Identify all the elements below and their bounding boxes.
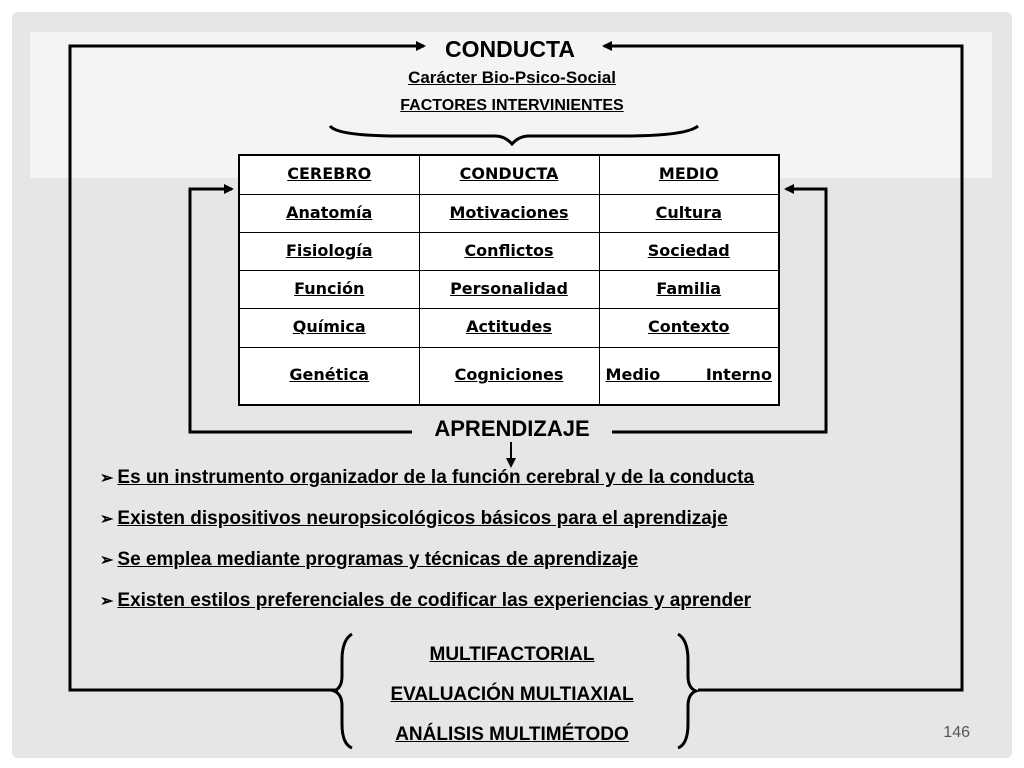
diagram-subtitle: Carácter Bio-Psico-Social xyxy=(408,68,616,87)
aprendizaje-label: APRENDIZAJE xyxy=(412,416,612,442)
footer-evaluacion: EVALUACIÓN MULTIAXIAL xyxy=(390,684,634,705)
diagram-title: CONDUCTA xyxy=(445,36,575,62)
footer-multifactorial: MULTIFACTORIAL xyxy=(429,644,595,665)
arrow-bullet-icon: ➢ xyxy=(100,593,114,610)
table-cell: Cogniciones xyxy=(419,347,599,405)
table-cell: Actitudes xyxy=(419,309,599,347)
table-cell: Contexto xyxy=(599,309,779,347)
table-row xyxy=(239,232,779,270)
table-cell: Motivaciones xyxy=(419,194,599,232)
table-row xyxy=(239,194,779,232)
header-medio: MEDIO xyxy=(599,155,779,194)
table-cell: Conflictos xyxy=(419,232,599,270)
table-cell: Medio Interno xyxy=(599,347,779,405)
table-cell: Función xyxy=(239,271,419,309)
bullet-item: ➢ Se emplea mediante programas y técnicas de aprendizaje xyxy=(100,549,639,570)
right-brace xyxy=(678,634,696,748)
arrow-bullet-icon: ➢ xyxy=(100,511,114,528)
header-cerebro: CEREBRO xyxy=(239,155,419,194)
table-row xyxy=(239,347,779,405)
bullet-item: ➢ Existen estilos preferenciales de codificar las experiencias y aprender xyxy=(100,590,752,611)
arrow-bullet-icon: ➢ xyxy=(100,552,114,569)
table-cell: Fisiología xyxy=(239,232,419,270)
table-row xyxy=(239,271,779,309)
table-cell: Cultura xyxy=(599,194,779,232)
page-number: 146 xyxy=(943,724,970,741)
table-header-row xyxy=(239,155,779,194)
factors-table xyxy=(238,154,780,406)
table-cell: Personalidad xyxy=(419,271,599,309)
footer-analisis: ANÁLISIS MULTIMÉTODO xyxy=(395,724,629,745)
factors-label: FACTORES INTERVINIENTES xyxy=(400,97,624,114)
bullet-item: ➢ Existen dispositivos neuropsicológicos básicos para el aprendizaje xyxy=(100,508,728,529)
bullet-item: ➢ Es un instrumento organizador de la función cerebral y de la conducta xyxy=(100,467,755,488)
table-row xyxy=(239,309,779,347)
table-cell: Química xyxy=(239,309,419,347)
table-cell: Sociedad xyxy=(599,232,779,270)
table-cell: Familia xyxy=(599,271,779,309)
arrow-bullet-icon: ➢ xyxy=(100,470,114,487)
table-cell: Genética xyxy=(239,347,419,405)
top-curly-brace xyxy=(330,126,698,144)
header-conducta: CONDUCTA xyxy=(419,155,599,194)
table-cell: Anatomía xyxy=(239,194,419,232)
